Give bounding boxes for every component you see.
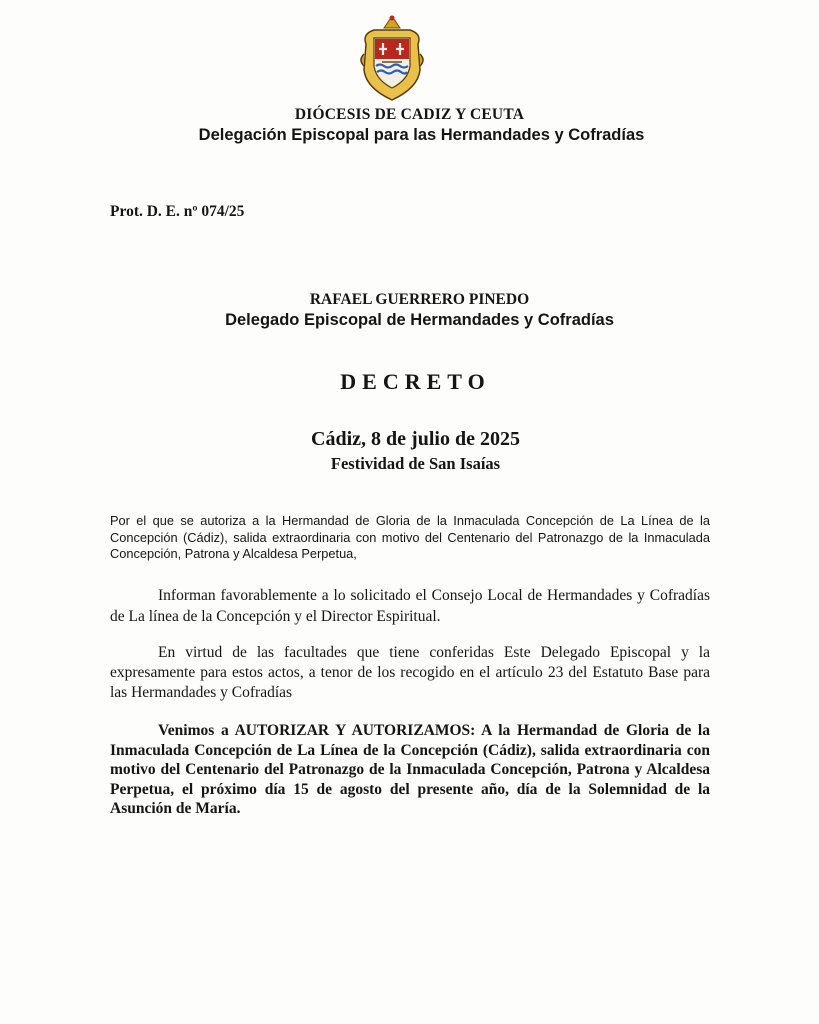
paragraph-purpose: Por el que se autoriza a la Hermandad de Gloria de la Inmaculada Concepción de La Línea de la Concepción (Cádiz), salida extraordinaria con motivo del Centenario del Patronazgo de la Inmaculada Concepción, Patrona y Alcaldesa Perpetua, (110, 513, 710, 561)
paragraph-legal-basis: En virtud de las facultades que tiene conferidas Este Delegado Episcopal y la expresamente para estos actos, a tenor de los recogido en el artículo 23 del Estatuto Base para las Hermandades y Cofradías (110, 644, 710, 701)
protocol-number: Prot. D. E. nº 074/25 (110, 203, 245, 220)
decree-title: DECRETO (340, 369, 491, 394)
delegation-name: Delegación Episcopal para las Hermandades y Cofradías (198, 126, 645, 144)
signatory-role: Delegado Episcopal de Hermandades y Cofradías (225, 311, 614, 329)
signatory-name: RAFAEL GUERRERO PINEDO (309, 291, 530, 308)
coat-of-arms-icon (358, 14, 426, 104)
paragraph-favorable-report: Informan favorablemente a lo solicitado el Consejo Local de Hermandades y Cofradías de La línea de la Concepción y el Director Espiritual. (110, 587, 710, 625)
feast-day: Festividad de San Isaías (330, 454, 501, 473)
paragraph-authorization: Venimos a AUTORIZAR Y AUTORIZAMOS: A la Hermandad de Gloria de la Inmaculada Concepción de La Línea de la Concepción (Cádiz), salida extraordinaria con motivo del Centenario del Patronazgo de la Inmaculada Concepción, Patrona y Alcaldesa Perpetua, el próximo día 15 de agosto del presente año, día de la Solemnidad de la Asunción de María. (110, 722, 710, 817)
decree-date: Cádiz, 8 de julio de 2025 (311, 428, 520, 450)
diocese-name: DIÓCESIS DE CADIZ Y CEUTA (294, 106, 525, 123)
